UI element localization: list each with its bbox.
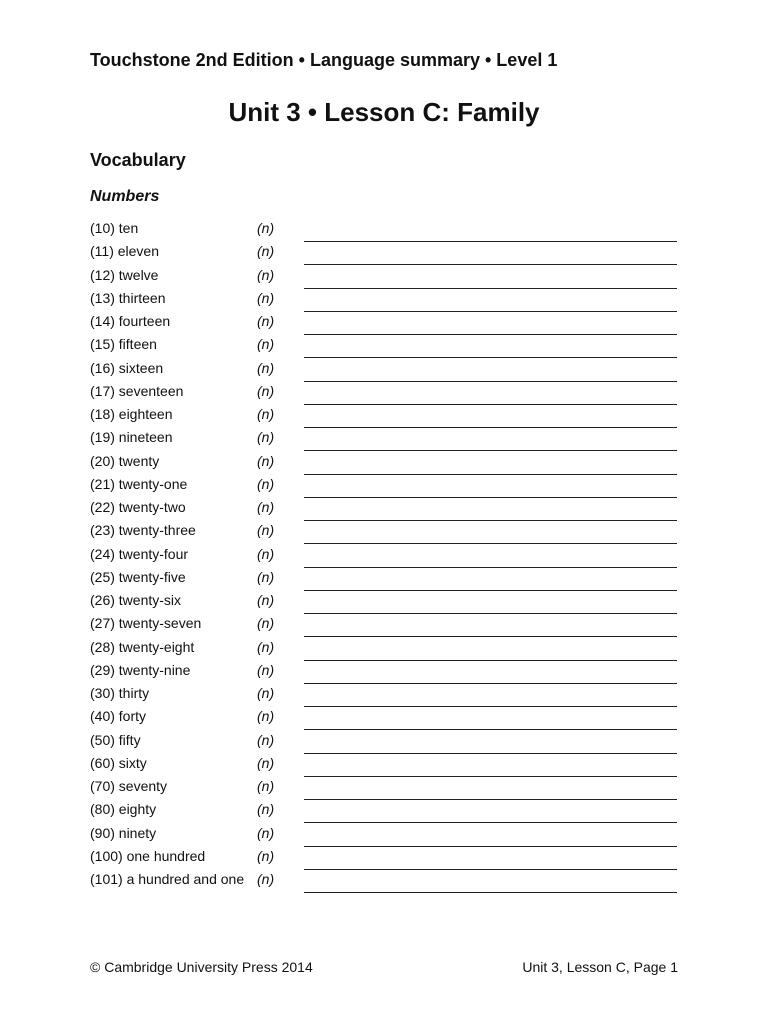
vocab-row [90,403,680,426]
part-of-speech: (n) [257,336,275,353]
part-of-speech: (n) [257,266,275,283]
part-of-speech: (n) [257,220,275,236]
subheading-numbers: Numbers [90,188,160,205]
vocab-term: (26) twenty-six [90,592,182,608]
vocab-row [90,705,680,728]
footer-copyright: © Cambridge University Press 2014 [90,959,313,975]
vocab-term: (60) sixty [90,754,147,771]
vocab-row [90,310,680,333]
vocab-term: (17) seventeen [90,382,184,399]
part-of-speech: (n) [257,452,275,469]
vocab-term: (27) twenty-seven [90,615,202,632]
part-of-speech: (n) [257,313,275,329]
vocab-term: (18) eighteen [90,406,173,422]
vocab-term: (12) twelve [90,266,159,283]
part-of-speech: (n) [257,429,275,446]
vocab-term: (16) sixteen [90,359,164,376]
part-of-speech: (n) [257,824,275,841]
part-of-speech: (n) [257,592,275,608]
part-of-speech: (n) [257,545,275,562]
part-of-speech: (n) [257,359,275,376]
vocab-row [90,240,680,263]
vocab-row [90,566,680,589]
vocab-row [90,612,680,635]
vocab-row [90,543,680,566]
vocab-term: (29) twenty-nine [90,661,191,678]
vocab-row [90,798,680,821]
vocab-term: (13) thirteen [90,289,166,306]
part-of-speech: (n) [257,847,275,864]
vocab-row [90,496,680,519]
vocab-row [90,868,680,891]
vocab-row [90,217,680,240]
vocab-row [90,426,680,449]
vocab-row [90,845,680,868]
part-of-speech: (n) [257,475,275,492]
vocab-term: (21) twenty-one [90,475,188,492]
vocab-row [90,775,680,798]
vocab-term: (22) twenty-two [90,499,186,515]
vocab-term: (80) eighty [90,801,157,818]
vocab-term: (28) twenty-eight [90,638,195,655]
vocab-row [90,287,680,310]
vocab-row [90,682,680,705]
section-heading-vocabulary: Vocabulary [90,150,186,170]
vocab-term: (30) thirty [90,685,150,701]
vocab-term: (10) ten [90,220,139,236]
part-of-speech: (n) [257,243,275,260]
part-of-speech: (n) [257,731,275,748]
part-of-speech: (n) [257,708,275,725]
vocab-term: (11) eleven [90,243,160,260]
footer-page-reference: Unit 3, Lesson C, Page 1 [522,959,678,975]
vocab-term: (40) forty [90,708,147,725]
part-of-speech: (n) [257,615,275,632]
vocab-row [90,380,680,403]
part-of-speech: (n) [257,289,275,306]
page-title: Unit 3 • Lesson C: Family [228,97,540,127]
vocab-term: (100) one hundred [90,847,206,864]
vocab-row [90,473,680,496]
part-of-speech: (n) [257,382,275,399]
vocab-row [90,589,680,612]
vocab-row [90,752,680,775]
part-of-speech: (n) [257,522,275,539]
vocab-term: (25) twenty-five [90,568,186,585]
vocab-row [90,519,680,542]
vocabulary-list [90,217,680,891]
part-of-speech: (n) [257,638,275,655]
part-of-speech: (n) [257,754,275,771]
vocab-term: (50) fifty [90,731,141,748]
part-of-speech: (n) [257,685,275,701]
vocab-term: (19) nineteen [90,429,173,446]
vocab-term: (20) twenty [90,452,160,469]
vocab-row [90,333,680,356]
vocab-row [90,450,680,473]
vocab-row [90,822,680,845]
vocab-term: (14) fourteen [90,313,171,329]
part-of-speech: (n) [257,801,275,818]
vocab-term: (70) seventy [90,778,168,794]
part-of-speech: (n) [257,499,275,515]
vocab-term: (23) twenty-three [90,522,196,539]
part-of-speech: (n) [257,661,275,678]
vocab-row [90,659,680,682]
vocab-term: (15) fifteen [90,336,157,353]
part-of-speech: (n) [257,871,275,887]
vocab-row [90,264,680,287]
part-of-speech: (n) [257,778,275,794]
answer-line [304,892,677,893]
vocab-row [90,357,680,380]
vocab-term: (101) a hundred and one [90,871,245,887]
part-of-speech: (n) [257,568,275,585]
vocab-term: (24) twenty-four [90,545,189,562]
vocab-row [90,636,680,659]
part-of-speech: (n) [257,406,275,422]
vocab-term: (90) ninety [90,824,157,841]
vocab-row [90,729,680,752]
series-header: Touchstone 2nd Edition • Language summary • Level 1 [90,50,558,70]
